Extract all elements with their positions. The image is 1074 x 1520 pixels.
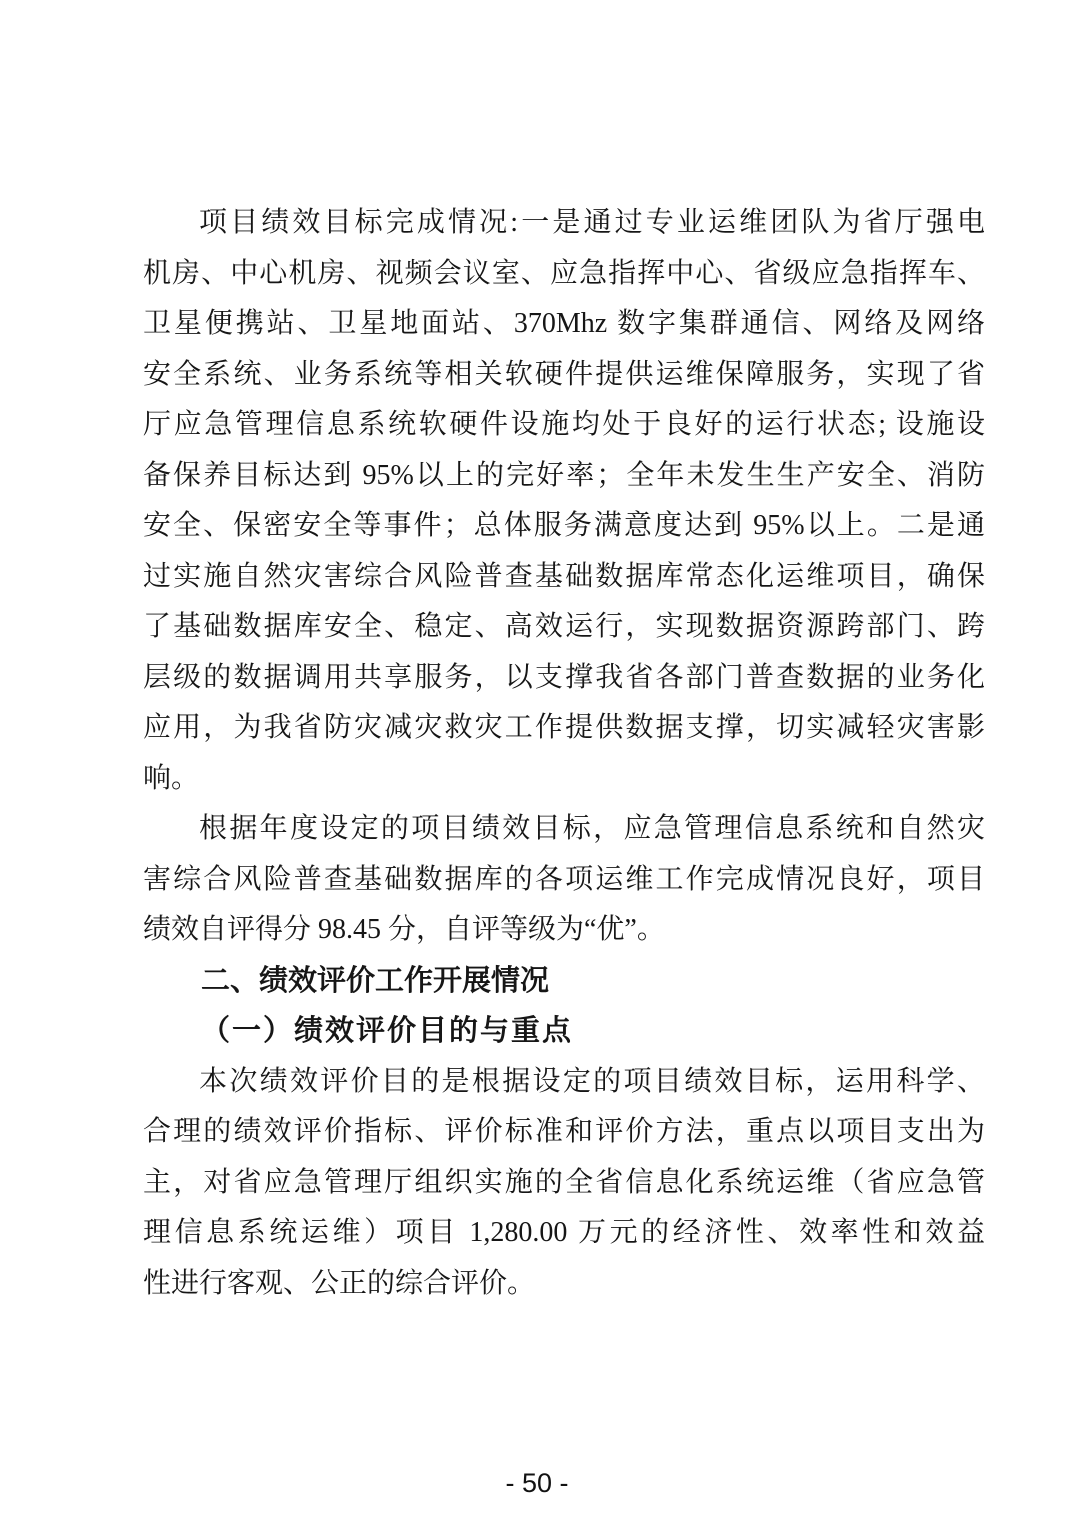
text-line: 合理的绩效评价指标、评价标准和评价方法，重点以项目支出为 [143,1116,985,1147]
text-line: 项目绩效目标完成情况:一是通过专业运维团队为省厅强电 [199,207,985,238]
text-line: 本次绩效评价目的是根据设定的项目绩效目标，运用科学、 [199,1065,985,1097]
text-line: 卫星便携站、卫星地面站、370Mhz 数字集群通信、网络及网络 [143,308,985,339]
page-footer [0,1468,1074,1499]
text-line: 绩效自评得分 98.45 分，自评等级为“优”。 [143,914,665,945]
text-line: 层级的数据调用共享服务，以支撑我省各部门普查数据的业务化 [143,661,985,693]
paragraph-evaluation-purpose [143,1057,985,1310]
text-line: 根据年度设定的项目绩效目标，应急管理信息系统和自然灾 [199,813,985,844]
text-line: 理信息系统运维）项目 1,280.00 万元的经济性、效率性和效益 [143,1217,985,1248]
text-line: 害综合风险普查基础数据库的各项运维工作完成情况良好，项目 [143,863,985,895]
subsection-heading: （一）绩效评价目的与重点 [201,1015,574,1047]
text-line: 备保养目标达到 95%以上的完好率；全年未发生生产安全、消防 [143,459,985,491]
text-line: 了基础数据库安全、稳定、高效运行，实现数据资源跨部门、跨 [143,611,985,642]
text-line: 响。 [143,762,200,794]
paragraph-self-evaluation [143,804,985,956]
text-line: 应用，为我省防灾减灾救灾工作提供数据支撑，切实减轻灾害影 [143,712,985,743]
paragraph-performance-goals [143,198,985,804]
text-line: 机房、中心机房、视频会议室、应急指挥中心、省级应急指挥车、 [143,257,985,289]
text-line: 性进行客观、公正的综合评价。 [143,1267,536,1299]
text-line: 厅应急管理信息系统软硬件设施均处于良好的运行状态; 设施设 [143,409,985,440]
text-line: 主，对省应急管理厅组织实施的全省信息化系统运维（省应急管 [143,1166,985,1198]
text-line: 安全、保密安全等事件；总体服务满意度达到 95%以上。二是通 [143,510,985,541]
text-line: 过实施自然灾害综合风险普查基础数据库常态化运维项目，确保 [143,560,985,592]
text-line: 安全系统、业务系统等相关软硬件提供运维保障服务，实现了省 [143,358,985,390]
section-heading: 二、绩效评价工作开展情况 [201,964,550,997]
document-body [143,198,985,1309]
page-number: - 50 - [505,1468,569,1498]
